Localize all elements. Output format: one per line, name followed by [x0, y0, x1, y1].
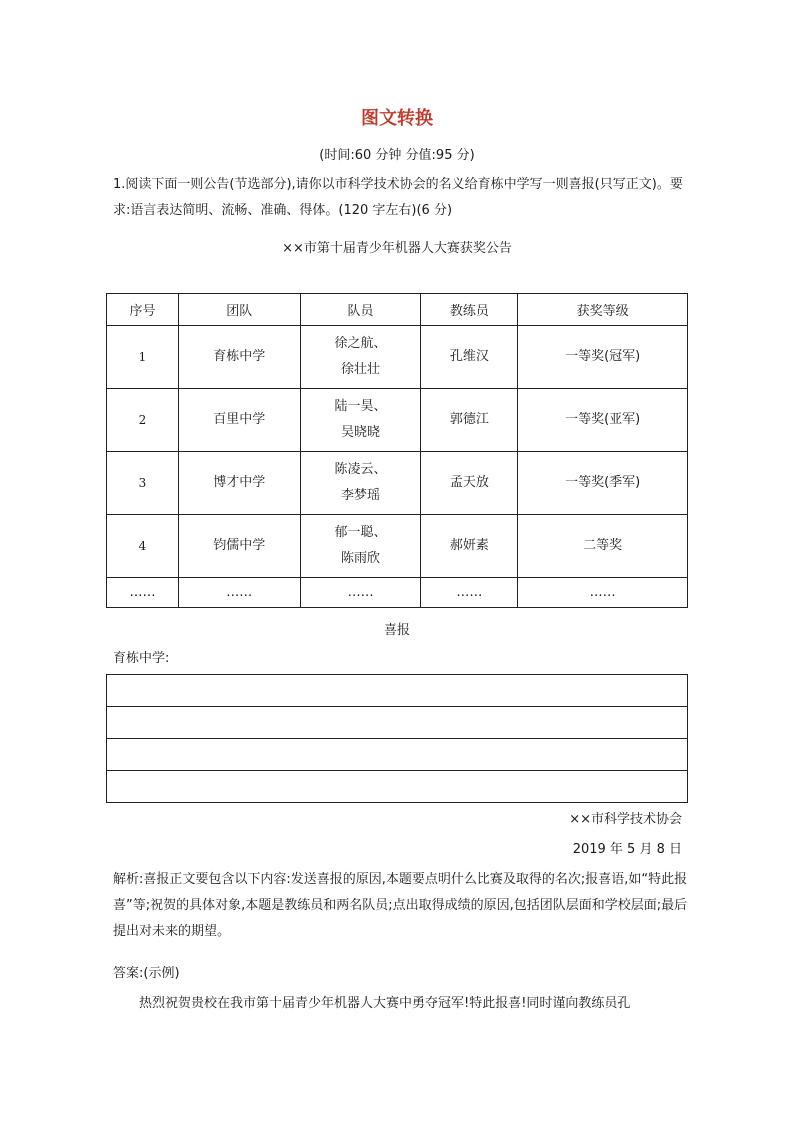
table-row	[107, 452, 688, 515]
award-cell: 一等奖(冠军)	[518, 326, 688, 389]
ellipsis-cell: ……	[518, 578, 688, 608]
report-heading: 喜报	[383, 623, 410, 638]
table-row	[107, 326, 688, 389]
members-cell	[300, 389, 421, 452]
table-row	[107, 389, 688, 452]
row-number: 1	[107, 326, 179, 389]
member-name: 陈凌云、	[334, 462, 387, 477]
member-name: 陆一昊、	[334, 399, 387, 414]
team-cell: 博才中学	[178, 452, 300, 515]
answer-label: 答案:(示例)	[113, 966, 180, 981]
writing-line[interactable]	[107, 739, 687, 771]
coach-cell: 孔维汉	[421, 326, 518, 389]
award-table	[106, 293, 688, 608]
report-salutation: 育栋中学:	[113, 651, 170, 666]
header-cell: 队员	[300, 294, 421, 326]
members-cell	[300, 452, 421, 515]
ellipsis-cell: ……	[178, 578, 300, 608]
header-cell: 序号	[107, 294, 179, 326]
question-text: 1.阅读下面一则公告(节选部分),请你以市科学技术协会的名义给育栋中学写一则喜报(只写正文)。要求:语言表达简明、流畅、准确、得体。(120 字左右)(6 分)	[113, 177, 683, 218]
coach-cell: 郭德江	[421, 389, 518, 452]
team-cell: 钧儒中学	[178, 515, 300, 578]
member-name: 吴晓晓	[341, 425, 381, 440]
ellipsis-cell: ……	[107, 578, 179, 608]
row-number: 3	[107, 452, 179, 515]
team-cell: 百里中学	[178, 389, 300, 452]
coach-cell: 孟天放	[421, 452, 518, 515]
award-cell: 一等奖(季军)	[518, 452, 688, 515]
table-row-ellipsis	[107, 578, 688, 608]
member-name: 李梦瑶	[341, 488, 381, 503]
notice-title: ××市第十届青少年机器人大赛获奖公告	[282, 241, 512, 256]
page-title: 图文转换	[361, 108, 433, 129]
writing-line[interactable]	[107, 707, 687, 739]
report-signature: ××市科学技术协会	[569, 812, 682, 827]
row-number: 4	[107, 515, 179, 578]
ellipsis-cell: ……	[421, 578, 518, 608]
answer-writing-box[interactable]	[106, 674, 688, 803]
header-cell: 团队	[178, 294, 300, 326]
writing-line[interactable]	[107, 771, 687, 802]
analysis-text: 解析:喜报正文要包含以下内容:发送喜报的原因,本题要点明什么比赛及取得的名次;报喜语,如“特此报喜”等;祝贺的具体对象,本题是教练员和两名队员;点出取得成绩的原因,包括团队层面和学校层面;最后提出对未来的期望。	[113, 872, 688, 939]
team-cell: 育栋中学	[178, 326, 300, 389]
answer-text: 热烈祝贺贵校在我市第十届青少年机器人大赛中勇夺冠军!特此报喜!同时谨向教练员孔	[139, 996, 631, 1011]
table-header-row	[107, 294, 688, 326]
member-name: 徐壮壮	[341, 362, 381, 377]
member-name: 陈雨欣	[341, 551, 381, 566]
coach-cell: 郝妍素	[421, 515, 518, 578]
award-cell: 一等奖(亚军)	[518, 389, 688, 452]
time-score-info: (时间:60 分钟 分值:95 分)	[319, 148, 475, 163]
members-cell	[300, 515, 421, 578]
member-name: 徐之航、	[334, 336, 387, 351]
ellipsis-cell: ……	[300, 578, 421, 608]
member-name: 郁一聪、	[334, 525, 387, 540]
table-row	[107, 515, 688, 578]
header-cell: 教练员	[421, 294, 518, 326]
row-number: 2	[107, 389, 179, 452]
header-cell: 获奖等级	[518, 294, 688, 326]
writing-line[interactable]	[107, 675, 687, 707]
award-cell: 二等奖	[518, 515, 688, 578]
members-cell	[300, 326, 421, 389]
report-date: 2019 年 5 月 8 日	[572, 842, 682, 857]
